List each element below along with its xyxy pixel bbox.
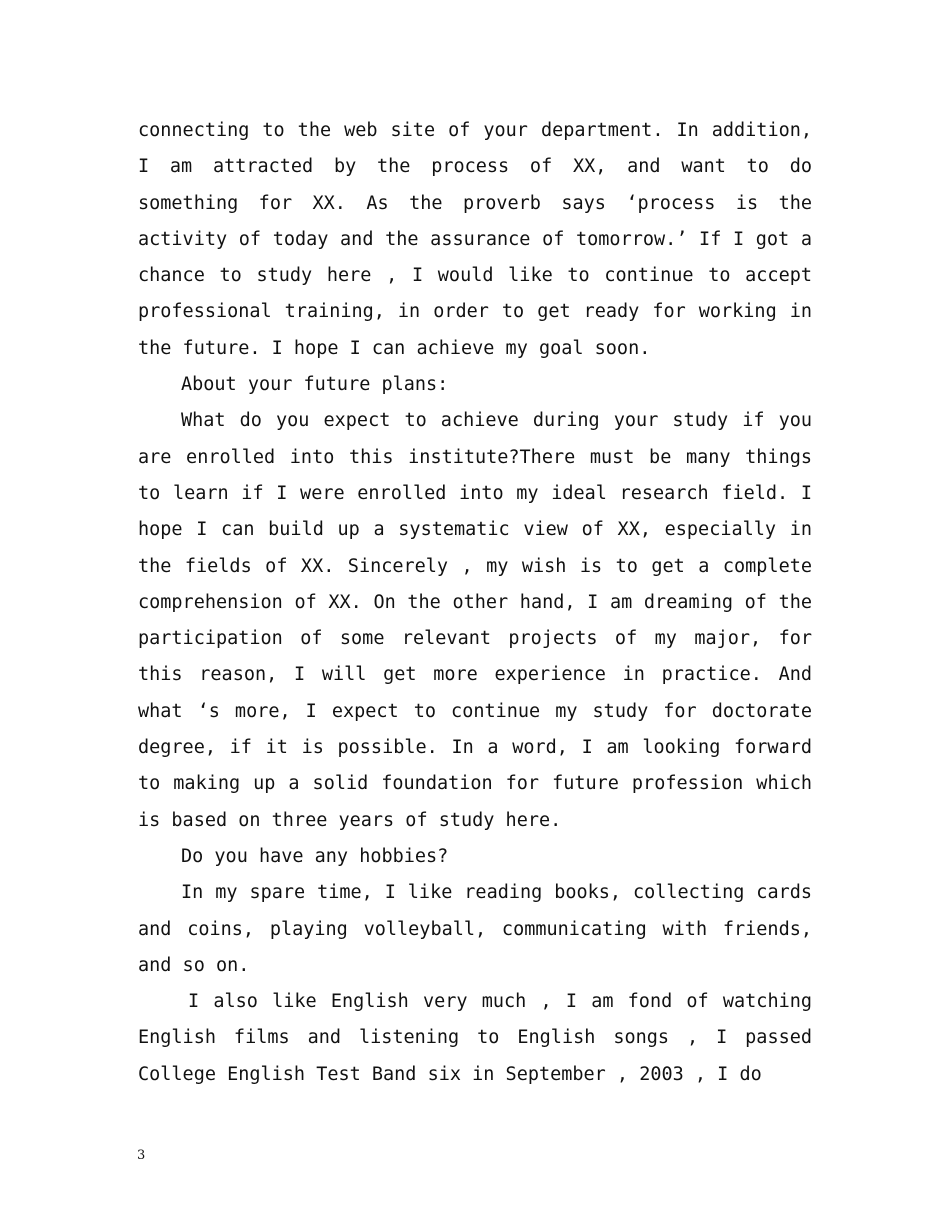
body-text — [138, 113, 812, 1093]
page-number: 3 — [137, 1148, 146, 1163]
heading-hobbies: Do you have any hobbies? — [181, 845, 449, 867]
heading-future-plans: About your future plans: — [181, 374, 449, 396]
paragraph-future-plans: What do you expect to achieve during your study if you are enrolled into this institute?There must be many things to learn if I were enrolled into my ideal research field. I hope I can build up a systematic view of XX, especially in the fields of XX. Sincerely , my wish is to get a complete comprehension of XX. On the other hand, I am dreaming of the participation of some relevant projects of my major, for this reason, I will get more experience in practice. And what ‘s more, I expect to continue my study for doctorate degree, if it is possible. In a word, I am looking forward to making up a solid foundation for future profession which is based on three years of study here. — [138, 410, 812, 831]
paragraph-continuation: connecting to the web site of your department. In addition, I am attracted by the process of XX, and want to do something for XX. As the proverb says ‘process is the activity of today and the assurance of tomorrow.’ If I got a chance to study here , I would like to continue to accept professional training, in order to get ready for working in the future. I hope I can achieve my goal soon. — [138, 120, 812, 359]
paragraph-english: I also like English very much , I am fond of watching English films and listening to English songs , I passed College English Test Band six in September , 2003 , I do — [138, 991, 812, 1085]
paragraph-hobbies: In my spare time, I like reading books, collecting cards and coins, playing volleyball, communicating with friends, and so on. — [138, 882, 812, 976]
